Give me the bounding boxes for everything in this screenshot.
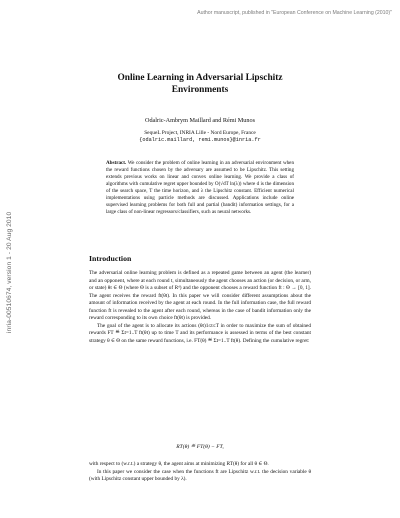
paragraph-2: The goal of the agent is to allocate its actions (θt)1≤t≤T in order to maximize the sum of obtained rewards FT ≝ Σt=1..T ft(θt) up to time T and its performance is assessed in terms of the best constant strategy θ ∈ Θ on the same reward functions, i.e. FT(θ) ≝ Σt=1..T ft(θ). Defining the cumulative regret: [89,322,311,344]
body-text-top [89,270,311,345]
section-heading-introduction: Introduction [89,254,132,263]
paragraph-3: with respect to (w.r.t.) a strategy θ, the agent aims at minimizing RT(θ) for all θ ∈ Θ. [89,461,269,467]
author-emails: {odalric.maillard, remi.munos}@inria.fr [139,137,261,143]
paragraph-1: The adversarial online learning problem is defined as a repeated game between an agent (the learner) and an opponent, where at each round t, simultaneously the agent chooses an action (or decision, or arm, or state) θt ∈ Θ (where Θ is a subset of Rᵈ) and the opponent chooses a reward function ft : Θ → [0, 1]. The agent receives the reward ft(θt). In this paper we will consider different assumptions about the amount of information received by the agent at each round. In the full information case, the full reward function ft is revealed to the agent after each round, whereas in the case of bandit information only the reward corresponding to its own choice ft(θt) is provided. [89,270,311,321]
title-line-2: Environments [171,85,229,95]
paper-title [60,72,340,96]
affiliation-block [60,130,340,144]
body-text-bottom [89,461,311,484]
arxiv-id-stamp [4,183,18,333]
paragraph-4: In this paper we consider the case when the functions ft are Lipschitz w.r.t. the decision variable θ (with Lipschitz constant upper bounded by λ). [89,468,311,482]
abstract-label: Abstract. [106,160,127,166]
abstract [106,160,294,216]
affiliation: SequeL Project, INRIA Lille - Nord Europe, France [144,130,256,136]
authors: Odalric-Ambrym Maillard and Rémi Munos [145,117,255,124]
abstract-text: We consider the problem of online learning in an adversarial environment when the reward functions chosen by the adversary are assumed to be Lipschitz. This setting extends previous works on linear and convex online learning. We provide a class of algorithms with cumulative regret upper bounded by O(√dT ln(λ)) where d is the dimension of the search space, T the time horizon, and λ the Lipschitz constant. Efficient numerical implementations using particle methods are discussed. Applications include online supervised learning problems for both full and partial (bandit) information settings, for a large class of non-linear regressors/classifiers, such as neural networks. [106,160,294,215]
arxiv-id-text: inria-00510674, version 1 - 20 Aug 2010 [6,211,13,333]
regret-equation: RT(θ) ≝ FT(θ) − FT, [176,444,224,450]
title-line-1: Online Learning in Adversarial Lipschitz [117,73,283,83]
publication-banner: Author manuscript, published in "European Conference on Machine Learning (2010)" [197,10,392,16]
